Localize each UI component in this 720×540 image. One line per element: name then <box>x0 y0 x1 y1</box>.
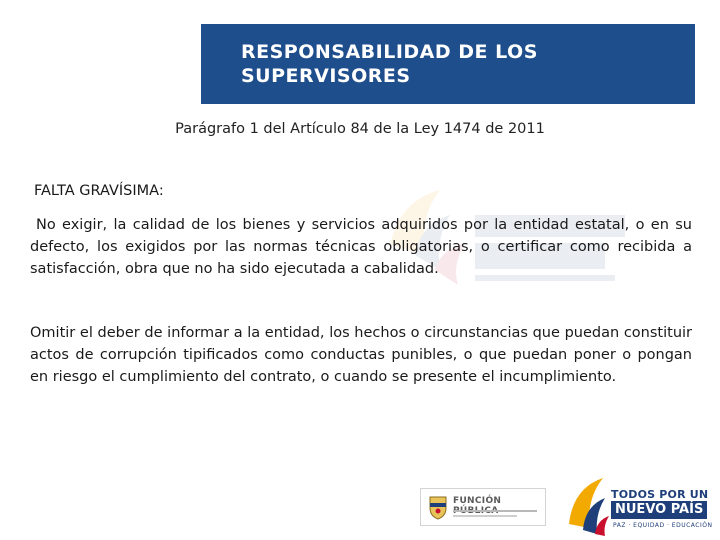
coat-of-arms-icon <box>427 494 449 520</box>
slogan-line-1: TODOS POR UN <box>611 488 709 501</box>
funcion-publica-logo <box>420 488 546 526</box>
section-heading: FALTA GRAVÍSIMA: <box>34 183 164 199</box>
slogan-line-3: PAZ · EQUIDAD · EDUCACIÓN <box>613 522 713 529</box>
funcion-publica-name: FUNCIÓN <box>453 496 502 506</box>
todos-por-un-nuevo-pais-logo <box>565 474 715 536</box>
page-title: RESPONSABILIDAD DE LOS SUPERVISORES <box>241 41 538 87</box>
colombia-swoosh-icon <box>565 474 611 536</box>
logo-divider <box>453 510 537 512</box>
legal-reference: Parágrafo 1 del Artículo 84 de la Ley 1474 de 2011 <box>175 121 545 137</box>
paragraph-1: No exigir, la calidad de los bienes y servicios adquiridos por la entidad estatal, o en su defecto, los exigidos por las normas técnicas obligatorias, o certificar como recibida a satisfacción, obra que no ha sido ejecutada a cabalidad. <box>30 217 692 277</box>
paragraph-2: Omitir el deber de informar a la entidad, los hechos o circunstancias que puedan constituir actos de corrupción tipificados como conductas punibles, o que puedan poner o pongan en riesgo el cumplimiento del contrato, o cuando se presente el incumplimiento. <box>30 325 692 385</box>
title-banner <box>201 24 695 104</box>
slogan-line-2: NUEVO PAÍS <box>611 501 707 519</box>
logo-divider <box>453 515 517 517</box>
